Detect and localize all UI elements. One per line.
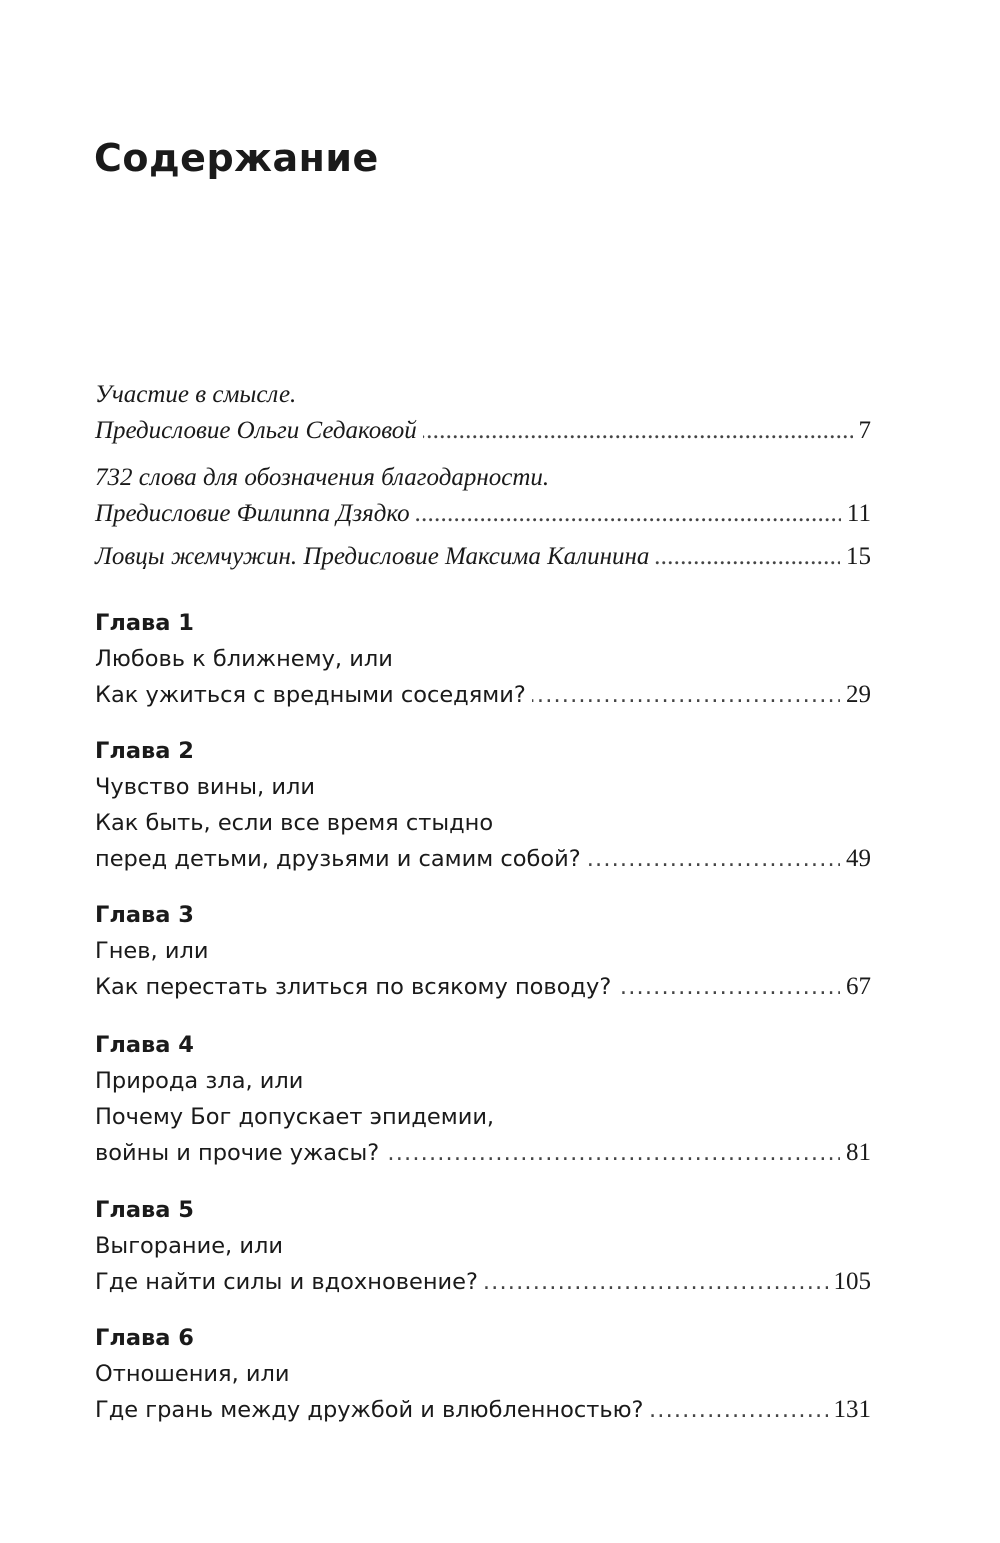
entry-last-line (95, 539, 871, 575)
page-number: 131 (833, 1396, 871, 1423)
dot-leader (532, 677, 840, 713)
chapter-heading: Глава 1 (95, 610, 194, 636)
entry-title-line: Как ужиться с вредными соседями? (95, 682, 526, 708)
page-title: Содержание (94, 136, 379, 180)
entry-last-line (95, 677, 871, 713)
chapter-heading: Глава 5 (95, 1197, 194, 1223)
dot-leader (484, 1264, 828, 1300)
entry-title-line: Ловцы жемчужин. Предисловие Максима Калинина (95, 543, 650, 570)
entry-title-line: Выгорание, или (95, 1233, 283, 1259)
page-number: 105 (833, 1268, 871, 1295)
dot-leader (617, 969, 840, 1005)
entry-title-line: Как перестать злиться по всякому поводу? (95, 974, 612, 1000)
entry-title-line: войны и прочие ужасы? (95, 1140, 380, 1166)
chapter-entry (95, 897, 871, 1005)
chapter-heading: Глава 4 (95, 1032, 194, 1058)
dot-leader (650, 1392, 828, 1428)
dot-leader (655, 539, 840, 575)
entry-title-line: Предисловие Филиппа Дзядко (95, 500, 410, 527)
page-number: 11 (846, 500, 871, 527)
chapter-entry (95, 1027, 871, 1171)
entry-title-line: Почему Бог допускает эпидемии, (95, 1104, 495, 1130)
entry-last-line (95, 1264, 871, 1300)
preface-entry (95, 460, 871, 532)
chapter-entry (95, 733, 871, 877)
entry-title-line: Где найти силы и вдохновение? (95, 1269, 478, 1295)
entry-title-line: 732 слова для обозначения благодарности. (95, 464, 550, 491)
preface-entry (95, 377, 871, 449)
entry-title-line: перед детьми, друзьями и самим собой? (95, 846, 581, 872)
entry-last-line (95, 1392, 871, 1428)
dot-leader (416, 496, 841, 532)
chapter-entry (95, 1320, 871, 1428)
dot-leader (423, 413, 853, 449)
chapter-heading: Глава 3 (95, 902, 194, 928)
chapter-entry (95, 605, 871, 713)
entry-last-line (95, 1135, 871, 1171)
entry-title-line: Где грань между дружбой и влюбленностью? (95, 1397, 644, 1423)
chapter-heading: Глава 6 (95, 1325, 194, 1351)
entry-last-line (95, 841, 871, 877)
page-number: 49 (846, 845, 871, 872)
entry-title-line: Отношения, или (95, 1361, 290, 1387)
entry-title-line: Предисловие Ольги Седаковой (95, 417, 417, 444)
page-number: 67 (846, 973, 871, 1000)
page-number: 7 (858, 417, 871, 444)
dot-leader (385, 1135, 840, 1171)
page-number: 81 (846, 1139, 871, 1166)
preface-entry (95, 539, 871, 575)
entry-title-line: Участие в смысле. (95, 381, 297, 408)
entry-last-line (95, 496, 871, 532)
entry-title-line: Гнев, или (95, 938, 209, 964)
dot-leader (587, 841, 840, 877)
chapter-entry (95, 1192, 871, 1300)
page-number: 29 (846, 681, 871, 708)
entry-last-line (95, 969, 871, 1005)
entry-title-line: Чувство вины, или (95, 774, 315, 800)
entry-last-line (95, 413, 871, 449)
entry-title-line: Природа зла, или (95, 1068, 304, 1094)
page-number: 15 (846, 543, 871, 570)
entry-title-line: Как быть, если все время стыдно (95, 810, 494, 836)
entry-title-line: Любовь к ближнему, или (95, 646, 393, 672)
chapter-heading: Глава 2 (95, 738, 194, 764)
